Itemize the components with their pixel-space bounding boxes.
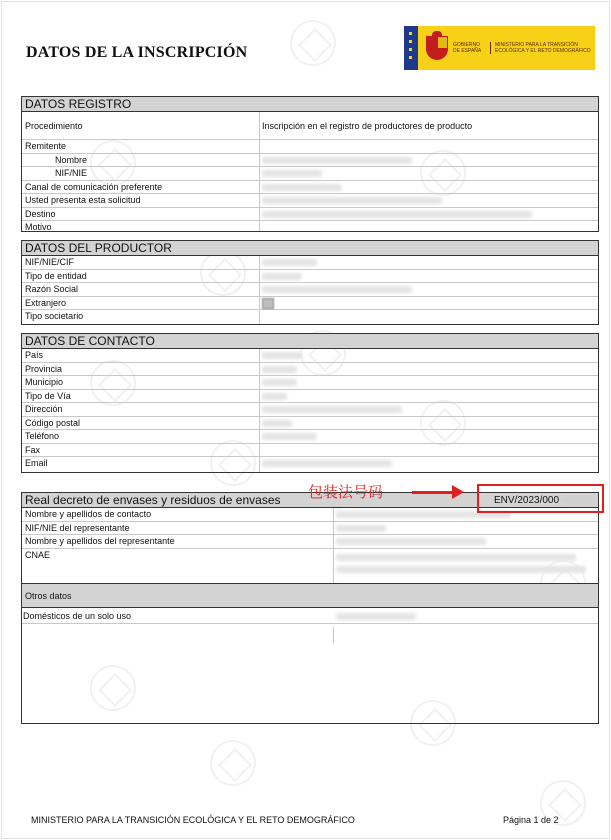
row-municipio: [22, 376, 598, 390]
field-label: Procedimiento: [25, 121, 83, 131]
annotation-text: 包装法号码: [308, 483, 384, 501]
row-nif: [22, 167, 598, 181]
section-envases: [21, 492, 599, 724]
row-email: [22, 457, 598, 471]
section-datos-contacto: [21, 333, 599, 473]
section-datos-registro: [21, 96, 599, 232]
extranjero-checkbox: [262, 298, 274, 309]
row-direccion: [22, 403, 598, 417]
field-label: Dirección: [25, 404, 63, 414]
row-nombre: [22, 154, 598, 168]
field-label: Tipo de entidad: [25, 270, 87, 281]
footer-page-number: Página 1 de 2: [503, 815, 559, 825]
field-label: NIF/NIE/CIF: [25, 257, 74, 267]
row-tipo-via: [22, 390, 598, 404]
row-fax: [22, 444, 598, 458]
field-label: Motivo: [25, 222, 52, 232]
field-label: NIF/NIE: [55, 168, 88, 178]
registro-number: ENV/2023/000: [494, 495, 560, 506]
field-label: Teléfono: [25, 431, 60, 441]
field-label: Usted presenta esta solicitud: [25, 195, 141, 205]
field-label: Tipo de Vía: [25, 390, 71, 401]
field-label: Razón Social: [25, 284, 79, 294]
field-label: Remitente: [25, 141, 67, 151]
field-label: Nombre y apellidos del representante: [25, 536, 175, 546]
row-procedimiento: [22, 112, 598, 140]
row-codigo-postal: [22, 417, 598, 431]
field-label: País: [25, 350, 44, 360]
field-label: CNAE: [25, 549, 51, 560]
footer-ministry: MINISTERIO PARA LA TRANSICIÓN ECOLÓGICA Y EL RETO DEMOGRÁFICO: [31, 815, 355, 825]
field-label: Destino: [25, 208, 56, 219]
section-header: Real decreto de envases y residuos de envases: [25, 493, 281, 507]
field-label: Nombre: [55, 154, 88, 165]
row-telefono: [22, 430, 598, 444]
field-label: Email: [25, 458, 48, 468]
row-extranjero: [22, 297, 598, 311]
row-nif-representante: [22, 522, 598, 536]
section-header: DATOS REGISTRO: [22, 97, 598, 112]
field-label: Código postal: [25, 417, 81, 428]
row-razon-social: [22, 283, 598, 297]
section-datos-productor: [21, 240, 599, 325]
field-label: Tipo societario: [25, 311, 84, 321]
row-presenta: [22, 194, 598, 208]
row-canal: [22, 181, 598, 195]
document-title: DATOS DE LA INSCRIPCIÓN: [26, 44, 248, 61]
logo-gobierno-text: GOBIERNO DE ESPAÑA: [453, 42, 491, 54]
field-label: Fax: [25, 444, 41, 455]
row-destino: [22, 208, 598, 222]
row-motivo: [22, 221, 598, 235]
field-label: Domésticos de un solo uso: [23, 610, 132, 621]
field-label: Nombre y apellidos de contacto: [25, 509, 152, 519]
field-label: Municipio: [25, 377, 64, 387]
row-remitente: [22, 140, 598, 154]
annotation-arrow-icon: [412, 491, 454, 494]
field-label: Provincia: [25, 363, 63, 374]
eu-flag-icon: [404, 26, 418, 70]
row-cnae: [22, 549, 598, 584]
field-label: Extranjero: [25, 297, 67, 308]
section-header: DATOS DE CONTACTO: [22, 334, 598, 349]
annotation-arrowhead-icon: [452, 485, 464, 499]
section-header: DATOS DEL PRODUCTOR: [22, 241, 598, 256]
government-logo: [404, 26, 595, 70]
coat-of-arms-icon: [426, 34, 448, 62]
field-label: NIF/NIE del representante: [25, 522, 130, 533]
field-value: Inscripción en el registro de productores de producto: [262, 121, 473, 131]
annotation-highlight-box: [477, 484, 604, 513]
row-tipo-entidad: [22, 270, 598, 284]
field-label: Canal de comunicación preferente: [25, 181, 163, 192]
row-nif-cif: [22, 256, 598, 270]
row-tipo-societario: [22, 310, 598, 324]
row-nombre-representante: [22, 535, 598, 549]
row-provincia: [22, 363, 598, 377]
row-domesticos: [22, 608, 598, 624]
otros-header: Otros datos: [22, 584, 598, 608]
row-pais: [22, 349, 598, 363]
logo-ministerio-text: MINISTERIO PARA LA TRANSICIÓN ECOLÓGICA Y EL RETO DEMOGRÁFICO: [495, 42, 591, 54]
